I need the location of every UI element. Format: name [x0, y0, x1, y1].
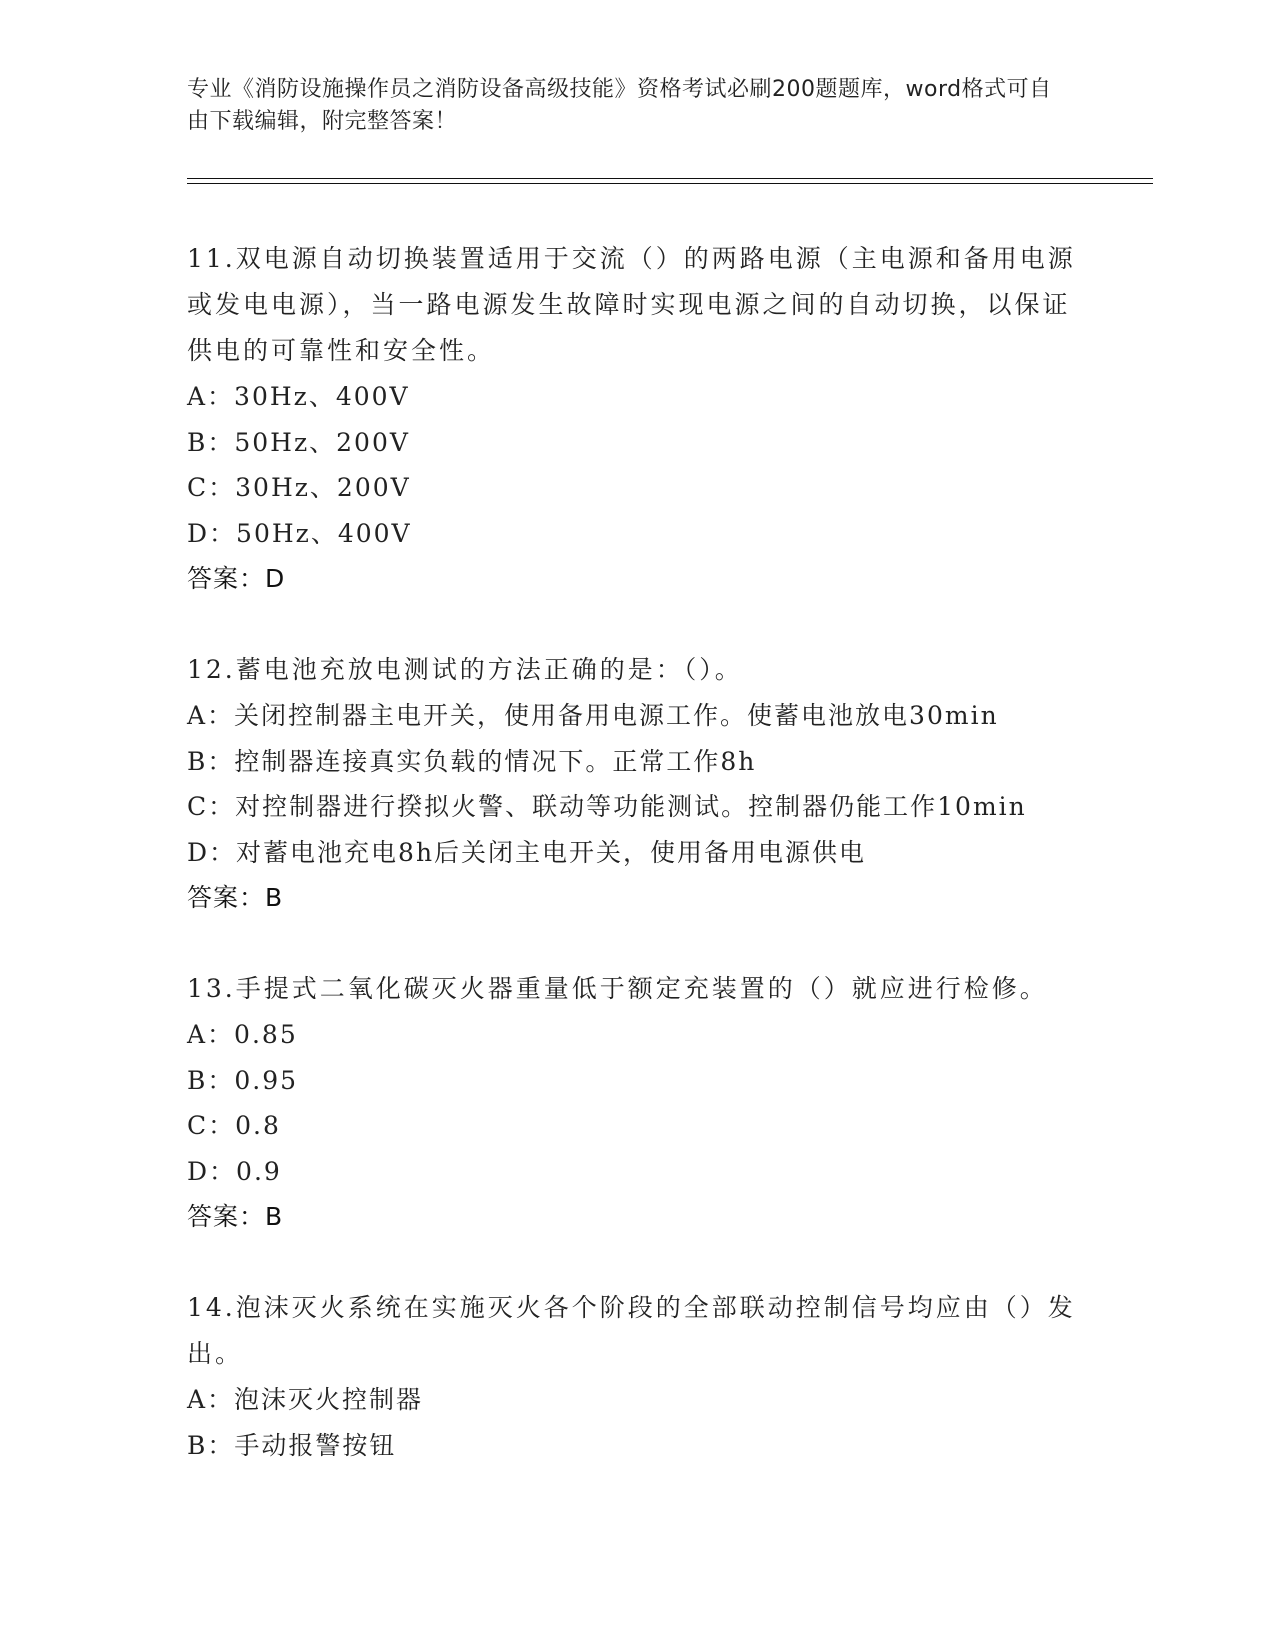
- question-12: [187, 647, 1087, 921]
- question-list: [187, 236, 1087, 1513]
- question-stem: 13.手提式二氧化碳灭火器重量低于额定充装置的（）就应进行检修。: [187, 974, 1048, 1003]
- question-11: [187, 236, 1087, 602]
- option-c: C：对控制器进行揆拟火警、联动等功能测试。控制器仍能工作10min: [187, 792, 1027, 821]
- question-stem: 14.泡沫灭火系统在实施灭火各个阶段的全部联动控制信号均应由（）发出。: [187, 1293, 1076, 1368]
- option-b: B：0.95: [187, 1065, 299, 1095]
- option-b: B：50Hz、200V: [187, 427, 410, 457]
- option-d: D：对蓄电池充电8h后关闭主电开关，使用备用电源供电: [187, 837, 867, 867]
- option-d: D：0.9: [187, 1156, 282, 1186]
- header-divider-top: [187, 178, 1153, 179]
- option-b: B：控制器连接真实负载的情况下。正常工作8h: [187, 746, 757, 776]
- question-13: [187, 966, 1087, 1240]
- question-stem: 11.双电源自动切换装置适用于交流（）的两路电源（主电源和备用电源或发电电源），当一路电源发生故障时实现电源之间的自动切换，以保证供电的可靠性和安全性。: [187, 244, 1076, 365]
- answer: 答案：D: [187, 564, 286, 593]
- option-c: C：0.8: [187, 1111, 281, 1140]
- option-b: B：手动报警按钮: [187, 1430, 397, 1460]
- option-c: C：30Hz、200V: [187, 473, 411, 502]
- question-stem: 12.蓄电池充放电测试的方法正确的是：（）。: [187, 655, 743, 684]
- document-header: [187, 74, 1067, 138]
- option-a: A：0.85: [187, 1020, 298, 1049]
- option-d: D：50Hz、400V: [187, 518, 412, 548]
- answer: 答案：B: [187, 883, 284, 912]
- option-a: A：泡沫灭火控制器: [187, 1385, 424, 1414]
- question-14: [187, 1285, 1087, 1468]
- header-text: 专业《消防设施操作员之消防设备高级技能》资格考试必刷200题题库，word格式可自由下载编辑，附完整答案！: [187, 77, 1052, 134]
- header-divider-bottom: [187, 183, 1153, 184]
- option-a: A：关闭控制器主电开关，使用备用电源工作。使蓄电池放电30min: [187, 701, 999, 730]
- answer: 答案：B: [187, 1202, 284, 1231]
- option-a: A：30Hz、400V: [187, 382, 410, 411]
